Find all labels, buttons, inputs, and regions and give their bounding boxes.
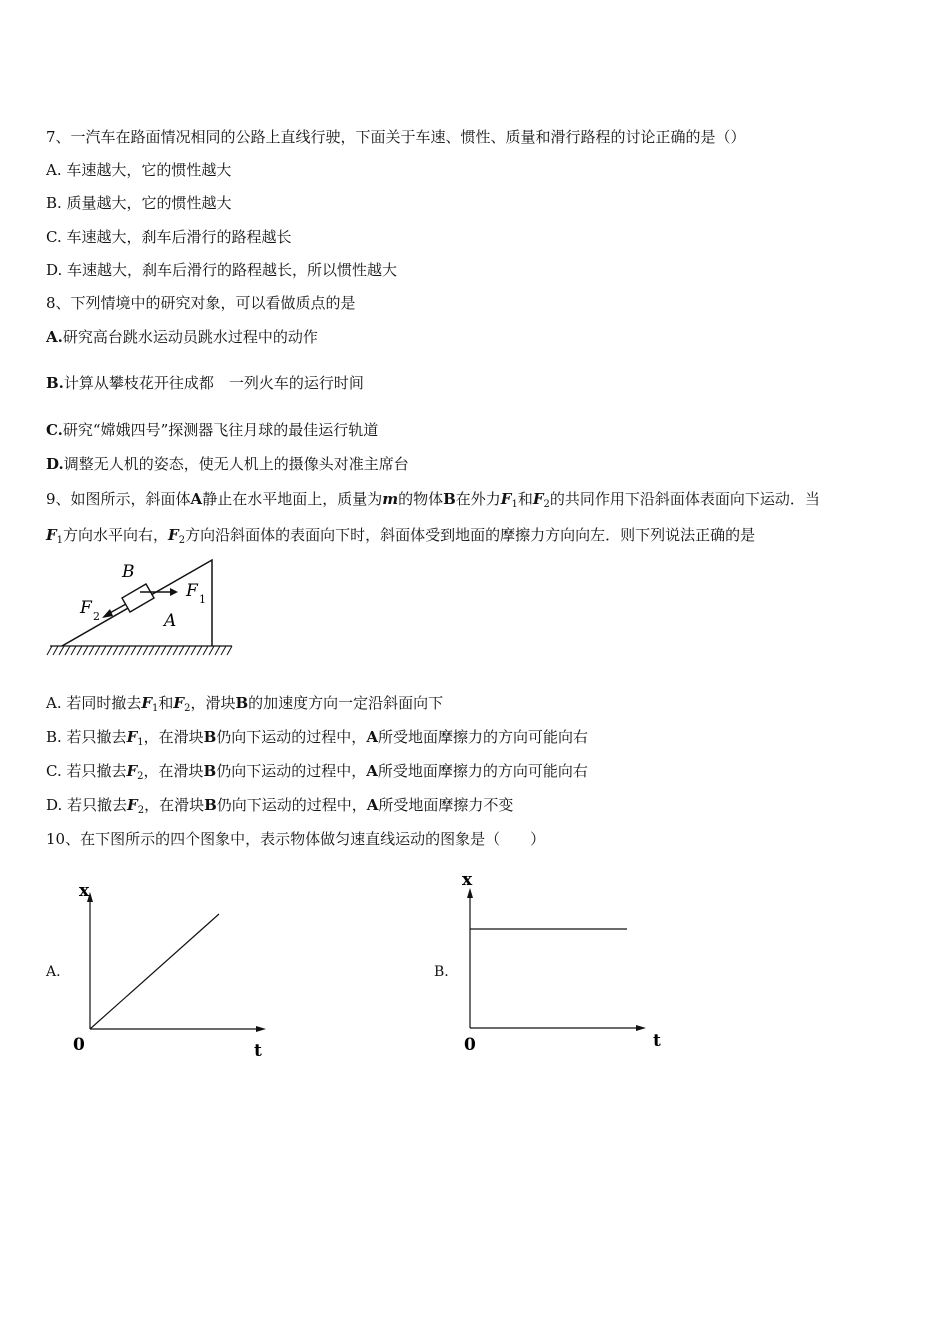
y-axis-label: x	[79, 881, 90, 901]
origin-label: 0	[464, 1035, 476, 1055]
ground-hatch	[47, 646, 232, 655]
q9-sym-F: F	[141, 694, 153, 712]
q9-incline-figure	[46, 558, 236, 662]
q9-sub-1: 1	[511, 499, 518, 510]
block-b	[122, 584, 154, 612]
q8-option-b	[46, 373, 364, 393]
q9-text: ，在滑块	[143, 762, 204, 780]
q9-sub-1: 1	[56, 535, 64, 546]
q8-option-c-letter: C.	[46, 421, 63, 439]
q7-option-a: A. 车速越大，它的惯性越大	[46, 161, 232, 179]
q8-option-b-letter: B.	[46, 374, 64, 392]
q9-sym-F: F	[46, 526, 57, 544]
label-b: B	[122, 562, 135, 582]
q9-text: 和	[517, 490, 533, 508]
q9-sym-F: F	[168, 526, 179, 544]
q8-option-a-text: 研究高台跳水运动员跳水过程中的动作	[62, 328, 318, 346]
q9-sub-1: 1	[152, 703, 159, 714]
q9-sym-A: A	[366, 796, 379, 814]
q8-option-d-text: 调整无人机的姿态，使无人机上的摄像头对准主席台	[63, 455, 409, 473]
q9-stem-line1	[46, 489, 820, 509]
q9-sym-m: m	[382, 490, 399, 508]
q9-sym-B: B	[203, 728, 217, 746]
q9-option-a	[46, 693, 443, 713]
q9-text: 和	[158, 694, 174, 712]
q9-text: 所受地面摩擦力的方向可能向右	[377, 762, 588, 780]
q9-text: 在外力	[455, 490, 501, 508]
x-axis-label: t	[254, 1041, 262, 1061]
q9-sym-B: B	[204, 796, 217, 814]
q10-graph-b-label: B.	[434, 964, 449, 980]
q9-sym-F: F	[126, 728, 138, 746]
q8-option-c	[46, 420, 378, 440]
f2-arrowhead	[102, 609, 113, 618]
q9-sym-F: F	[173, 694, 185, 712]
q9-sym-F: F	[126, 762, 138, 780]
q9-text: 方向沿斜面体的表面向下时，斜面体受到地面的摩擦力方向向左．则下列说法正确的是	[185, 526, 756, 544]
q9-text: 所受地面摩擦力不变	[378, 796, 514, 814]
label-f2: F	[80, 598, 92, 618]
q9-sub-1: 1	[137, 737, 144, 748]
q9-sym-A: A	[366, 762, 378, 780]
q9-sym-B: B	[203, 762, 217, 780]
q8-stem: 8、下列情境中的研究对象，可以看做质点的是	[46, 294, 356, 312]
q9-text: 的加速度方向一定沿斜面向下	[248, 694, 444, 712]
q9-text: 所受地面摩擦力的方向可能向右	[377, 728, 588, 746]
q9-option-c	[46, 761, 588, 781]
q9-text: ，在滑块	[143, 728, 204, 746]
q9-text: 仍向下运动的过程中，	[216, 762, 367, 780]
q9-text: 方向水平向右，	[63, 526, 169, 544]
q7-stem: 7、一汽车在路面情况相同的公路上直线行驶，下面关于车速、惯性、质量和滑行路程的讨论正确的是（）	[46, 128, 746, 146]
q9-text: D. 若只撤去	[46, 796, 128, 814]
q7-option-b: B. 质量越大，它的惯性越大	[46, 194, 232, 212]
y-axis-label: x	[462, 870, 473, 890]
q9-sym-F: F	[500, 490, 512, 508]
q7-option-c: C. 车速越大，刹车后滑行的路程越长	[46, 228, 292, 246]
q9-sym-B: B	[235, 694, 249, 712]
q9-sym-A: A	[366, 728, 378, 746]
q9-text: C. 若只撤去	[46, 762, 127, 780]
x-axis-arrowhead	[256, 1026, 266, 1032]
q9-sym-F: F	[532, 490, 544, 508]
q9-sub-2: 2	[137, 805, 145, 816]
q9-text: ，在滑块	[144, 796, 205, 814]
q8-option-d-letter: D.	[46, 455, 64, 473]
q10-graph-a-label: A.	[46, 964, 61, 980]
label-f1: F	[186, 581, 198, 601]
q9-text: 静止在水平地面上，质量为	[202, 490, 383, 508]
x-axis-label: t	[653, 1031, 661, 1051]
q9-sym-A: A	[190, 490, 203, 508]
q9-option-d	[46, 795, 513, 815]
q9-text: 9、如图所示，斜面体	[46, 490, 191, 508]
q9-option-b	[46, 727, 588, 747]
f1-arrowhead	[170, 588, 178, 596]
q9-sub-2: 2	[543, 499, 550, 510]
q7-option-d: D. 车速越大，刹车后滑行的路程越长，所以惯性越大	[46, 261, 398, 279]
q9-stem-line2	[46, 525, 755, 545]
q9-text: 仍向下运动的过程中，	[216, 796, 367, 814]
q8-option-d	[46, 454, 409, 474]
q9-sub-2: 2	[137, 771, 144, 782]
q9-sym-B: B	[443, 490, 456, 508]
q9-sub-2: 2	[178, 535, 186, 546]
q9-text: ，滑块	[190, 694, 236, 712]
q9-text: 的共同作用下沿斜面体表面向下运动．当	[549, 490, 820, 508]
q8-option-a	[46, 327, 318, 347]
q8-option-b-text: 计算从攀枝花开往成都 一列火车的运行时间	[63, 374, 364, 392]
q8-option-a-letter: A.	[46, 328, 63, 346]
q10-graph-b	[446, 866, 666, 1056]
x-axis-arrowhead	[636, 1025, 646, 1031]
q9-sym-F: F	[127, 796, 138, 814]
q10-stem: 10、在下图所示的四个图象中，表示物体做匀速直线运动的图象是（ ）	[46, 830, 546, 848]
q9-text: 仍向下运动的过程中，	[216, 728, 367, 746]
label-f2-sub: 2	[93, 610, 100, 623]
q10-graph-a	[66, 872, 276, 1062]
q9-sub-2: 2	[184, 703, 191, 714]
label-a: A	[164, 611, 177, 631]
line-series	[90, 914, 219, 1029]
q9-text: A. 若同时撤去	[46, 694, 142, 712]
label-f1-sub: 1	[199, 593, 206, 606]
origin-label: 0	[73, 1035, 85, 1055]
q9-text: 的物体	[398, 490, 444, 508]
q9-text: B. 若只撤去	[46, 728, 127, 746]
q8-option-c-text: 研究“嫦娥四号”探测器飞往月球的最佳运行轨道	[62, 421, 379, 439]
